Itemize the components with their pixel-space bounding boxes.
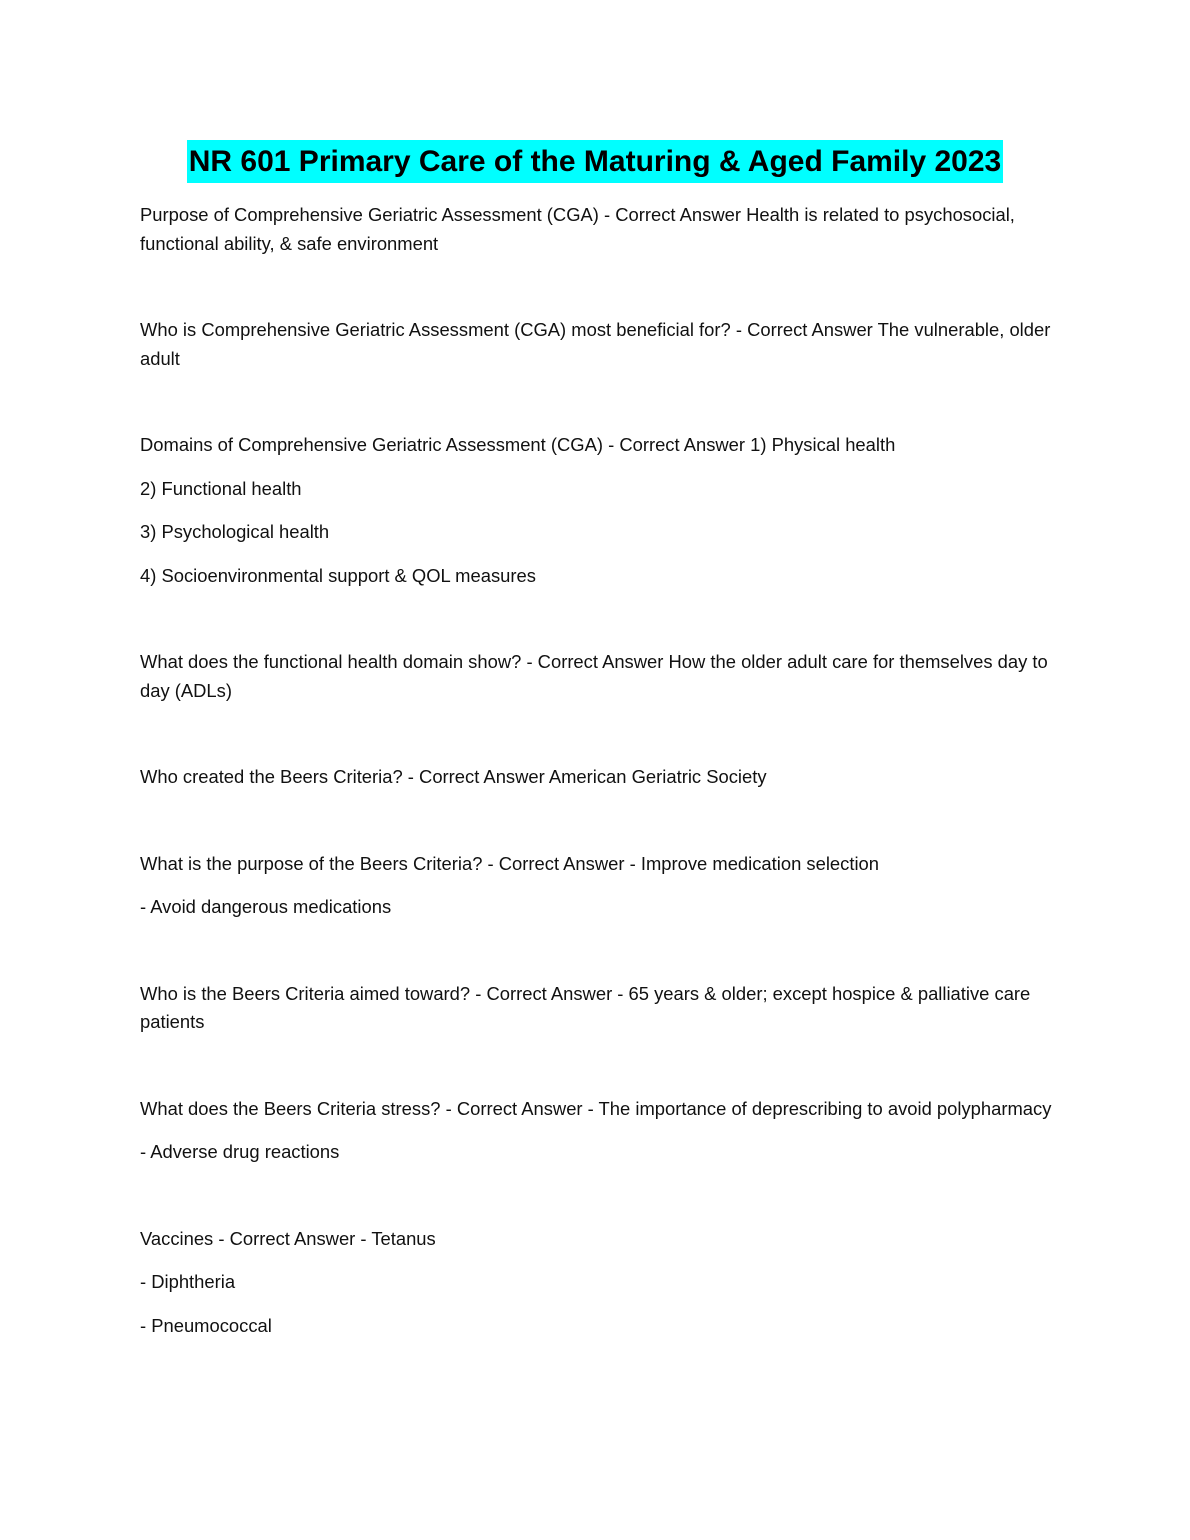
document-body [140, 201, 1060, 1398]
qa-item-beers-stress [140, 1095, 1060, 1167]
qa-item-cga-domains [140, 431, 1060, 590]
title-container [0, 140, 1190, 183]
qa-text: What does the functional health domain show? - Correct Answer How the older adult care for themselves day to day (ADLs) [140, 651, 1048, 701]
qa-text: What does the Beers Criteria stress? - Correct Answer - The importance of deprescribing to avoid polypharmacy [140, 1097, 1052, 1119]
qa-text: What is the purpose of the Beers Criteria? - Correct Answer - Improve medication selection [140, 852, 880, 874]
qa-list-line: - Adverse drug reactions [140, 1141, 340, 1162]
qa-list-line: - Pneumococcal [140, 1314, 272, 1336]
qa-text: Domains of Comprehensive Geriatric Assessment (CGA) - Correct Answer 1) Physical health [140, 434, 896, 455]
qa-list-line: - Avoid dangerous medications [140, 896, 392, 917]
document-title: NR 601 Primary Care of the Maturing & Aged Family 2023 [187, 140, 1003, 183]
qa-item-cga-beneficial [140, 316, 1060, 373]
qa-item-beers-audience [140, 980, 1060, 1037]
qa-item-functional-health [140, 648, 1060, 705]
qa-item-vaccines [140, 1225, 1060, 1341]
qa-list-line: 4) Socioenvironmental support & QOL measures [140, 564, 536, 586]
qa-text: Vaccines - Correct Answer - Tetanus [140, 1227, 436, 1249]
qa-list-line: 2) Functional health [140, 477, 302, 499]
qa-text: Purpose of Comprehensive Geriatric Assessment (CGA) - Correct Answer Health is related to psychosocial, functional ability, & safe environment [140, 204, 1015, 254]
qa-text: Who created the Beers Criteria? - Correct Answer American Geriatric Society [140, 766, 767, 787]
qa-list-line: - Diphtheria [140, 1271, 236, 1292]
qa-item-cga-purpose [140, 201, 1060, 258]
qa-item-beers-creator [140, 763, 1060, 792]
qa-text: Who is Comprehensive Geriatric Assessment (CGA) most beneficial for? - Correct Answer The vulnerable, older adult [140, 319, 1051, 369]
qa-item-beers-purpose [140, 850, 1060, 922]
qa-list-line: 3) Psychological health [140, 521, 330, 542]
qa-text: Who is the Beers Criteria aimed toward? - Correct Answer - 65 years & older; except hospice & palliative care patients [140, 982, 1031, 1032]
